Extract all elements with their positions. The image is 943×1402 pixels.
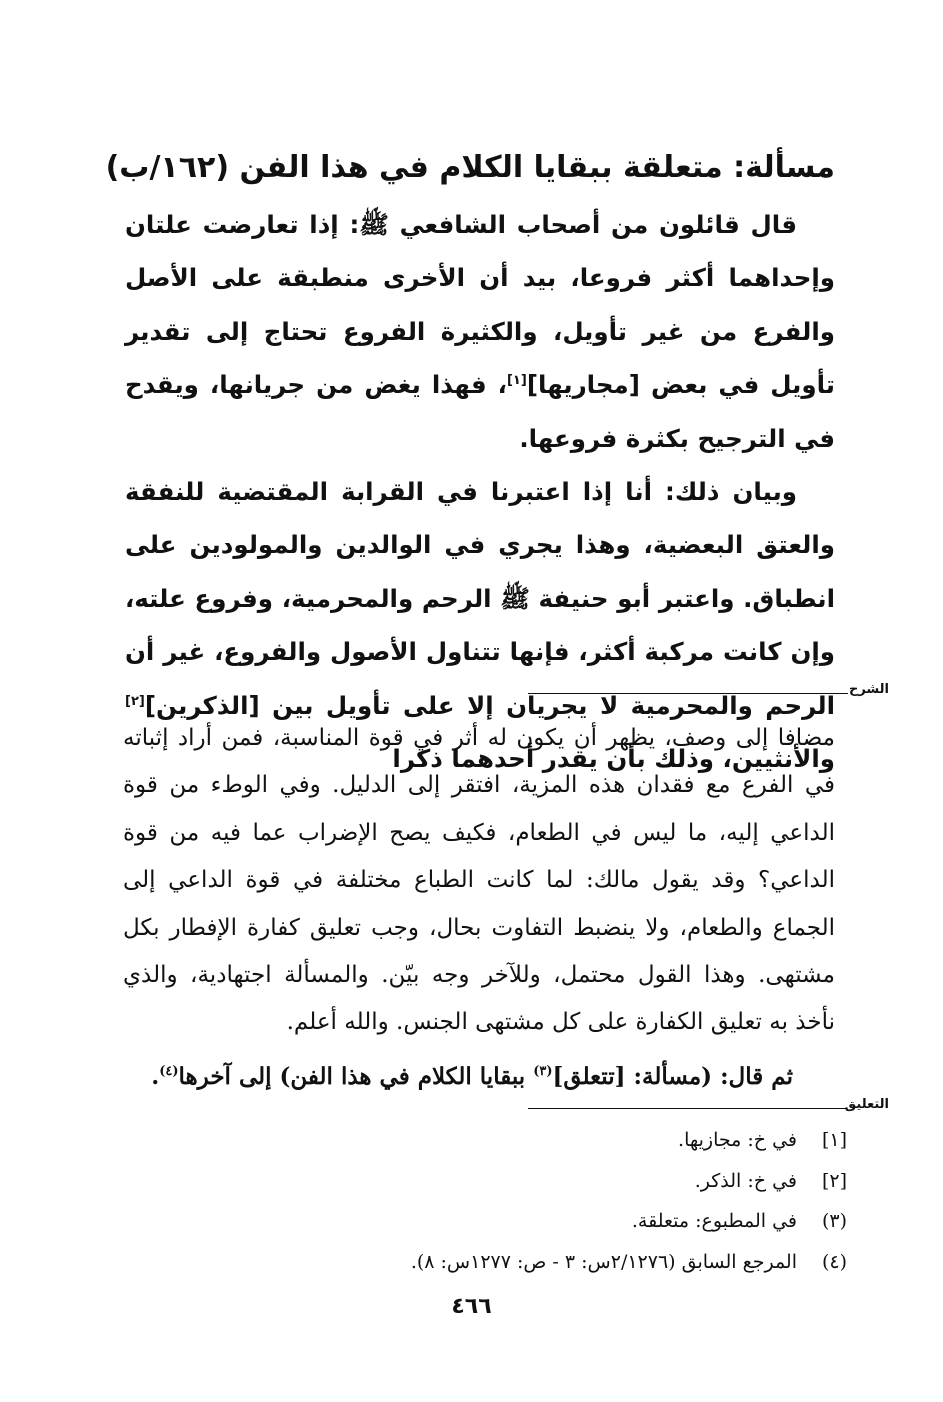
footnote-2 — [287, 1161, 847, 1202]
commentary-body: مضافا إلى وصف، يظهر أن يكون له أثر في قوة المناسبة، فمن أراد إثباته في الفرع مع فقدان هذه المزية، افتقر إلى الدليل. وفي الوطء من قوة الداعي إليه، ما ليس في الطعام، فكيف يصح الإضراب عما فيه من قوة الداعي؟ وقد يقول مالك: لما كانت الطباع مختلفة في قوة الداعي إلى الجماع والطعام، ولا ينضبط التفاوت بحال، وجب تعليق كفارة الإفطار بكل مشتهى. وهذا القول محتمل، وللآخر وجه بيّن. والمسألة اجتهادية، والذي نأخذ به تعليق الكفارة على كل مشتهى الجنس. والله أعلم. — [123, 725, 835, 1036]
footnote-ref-2: [٢] — [125, 693, 145, 709]
footnote-ref-3: (٣) — [533, 1063, 553, 1079]
footnote-4 — [287, 1242, 847, 1283]
main-paragraph-1-text-a: قال قائلون من أصحاب الشافعي ﷺ: إذا تعارضت علتان وإحداهما أكثر فروعا، بيد أن الأخرى منطبقة على الأصل والفرع من غير تأويل، والكثيرة الفروع تحتاج إلى تقدير تأويل في بعض [مجاريها] — [125, 210, 835, 400]
main-paragraph-2-text-b: والأنثيين، وذلك بأن يقدر أحدهما ذكرا — [392, 744, 835, 774]
footnote-1 — [287, 1120, 847, 1161]
sharh-divider — [528, 693, 848, 694]
main-paragraph-2-text-a: وبيان ذلك: أنا إذا اعتبرنا في القرابة المقتضية للنفقة والعتق البعضية، وهذا يجري في الوالدين والمولودين على انطباق. واعتبر أبو حنيفة ﷺ الرحم والمحرمية، وفروع علته، وإن كانت مركبة أكثر، فإنها تتناول الأصول والفروع، غير أن الرحم والمحرمية لا يجريان إلا على تأويل بين [الذكرين] — [125, 477, 835, 720]
commentary-closing-text-a: ثم قال: (مسألة: [تتعلق] — [552, 1062, 793, 1090]
commentary-closing-text-c: . — [151, 1062, 160, 1090]
main-paragraph-1-text-b: ، فهذا يغض من جريانها، ويقدح في الترجيح بكثرة فروعها. — [125, 370, 835, 453]
section-heading: مسألة: متعلقة ببقايا الكلام في هذا الفن (١٦٢/ب) — [105, 150, 835, 185]
footnote-text: في خ: مجازيها. — [678, 1129, 797, 1151]
footnote-number: (٤) — [821, 1250, 847, 1273]
footnote-number: [١] — [821, 1129, 847, 1151]
sharh-label: الشرح — [848, 682, 889, 697]
footnote-3 — [287, 1201, 847, 1242]
footnote-text: المرجع السابق (٢/١٢٧٦س: ٣ - ص: ١٢٧٧س: ٨). — [410, 1250, 797, 1273]
commentary-closing-text-b: ببقايا الكلام في هذا الفن) إلى آخرها — [178, 1062, 534, 1090]
footnote-text: في المطبوع: متعلقة. — [631, 1210, 797, 1232]
main-paragraph-1 — [125, 198, 835, 465]
commentary-text — [123, 715, 835, 1100]
notes-label: التعليق — [844, 1097, 889, 1112]
footnote-text: في خ: الذكر. — [694, 1169, 797, 1192]
footnote-ref-4: (٤) — [159, 1063, 179, 1079]
footnote-number: [٢] — [821, 1169, 847, 1192]
notes-divider — [528, 1108, 846, 1109]
page-number: ٤٦٦ — [451, 1294, 492, 1319]
footnote-ref-1: [١] — [506, 373, 527, 389]
footnotes — [287, 1120, 847, 1282]
main-text — [125, 198, 835, 785]
footnote-number: (٣) — [821, 1210, 847, 1232]
commentary-closing — [123, 1053, 835, 1100]
